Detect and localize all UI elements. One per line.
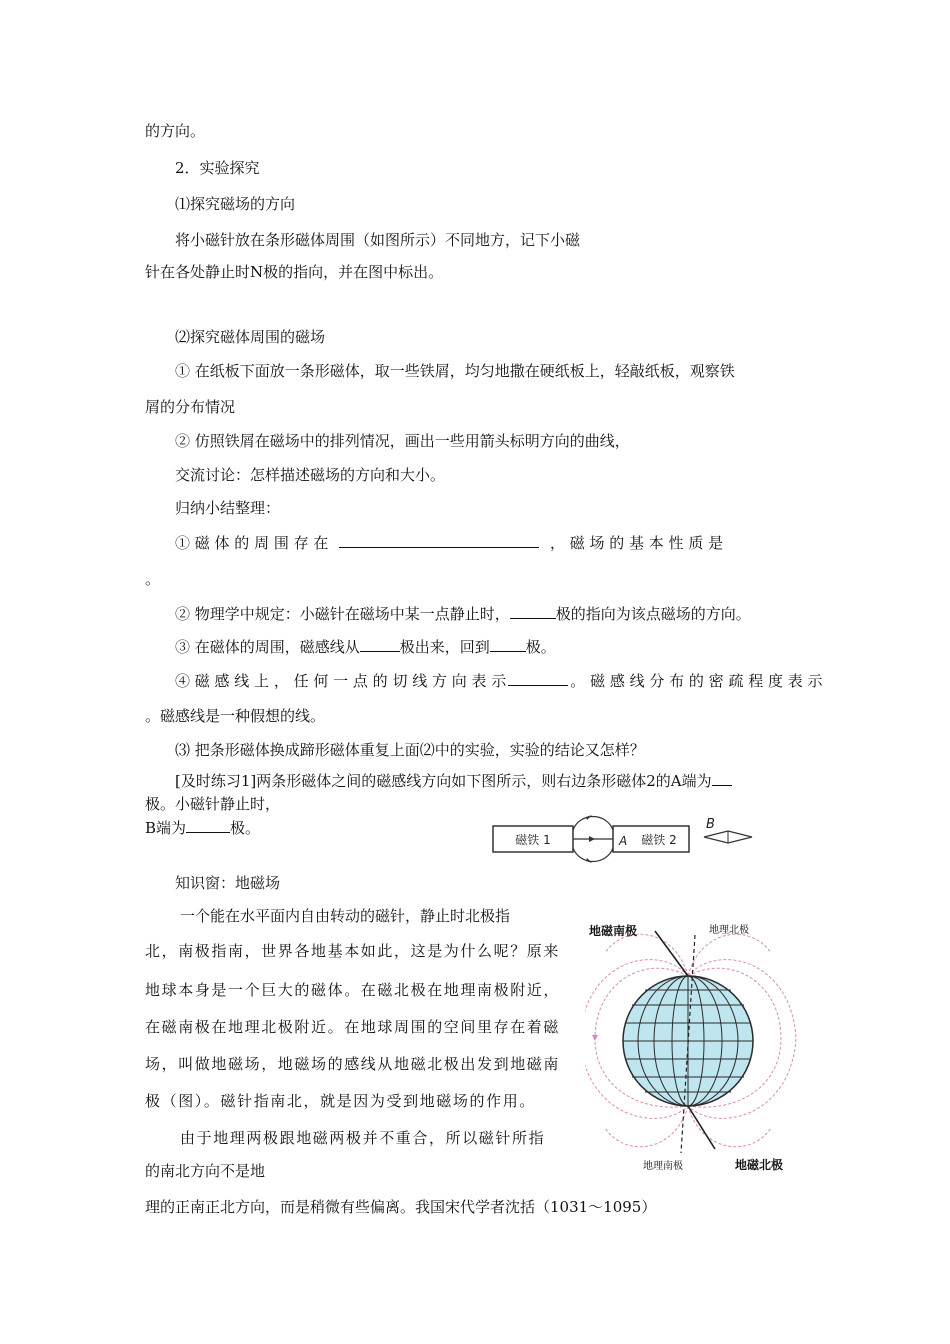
text-line: 极（图）。磁针指南北，就是因为受到地磁场的作用。 [145, 1092, 536, 1110]
text-segment: B端为 [145, 819, 187, 837]
subsection-heading: ⑴探究磁场的方向 [175, 195, 296, 213]
text-line: 将小磁针放在条形磁体周围（如图所示）不同地方，记下小磁 [175, 231, 581, 249]
field-line-bottom [573, 848, 613, 862]
answer-blank [508, 671, 568, 686]
magnetic-axis [655, 931, 688, 976]
text-segment: ① 磁 体 的 周 围 存 在 [175, 534, 329, 552]
magnetic-axis-lower [688, 1106, 715, 1149]
text-line: 极。小磁针静止时， [145, 795, 281, 813]
text-line: 由于地理两极跟地磁两极并不重合，所以磁针所指 [180, 1129, 546, 1147]
section-heading: 2．实验探究 [175, 159, 260, 177]
answer-blank [490, 637, 526, 652]
text-segment: 极。 [525, 638, 556, 656]
label-magnetic-south-pole: 地磁南极 [589, 924, 638, 938]
fill-in-line [145, 818, 260, 838]
fill-in-line [175, 604, 751, 624]
text-segment: ③ 在磁体的周围，磁感线从 [175, 638, 360, 656]
text-segment: 。 磁 感 线 分 布 的 密 疏 程 度 表 示 [570, 672, 823, 690]
answer-blank [186, 818, 230, 833]
text-segment: 极。 [230, 819, 261, 837]
text-line: 的南北方向不是地 [145, 1162, 266, 1180]
fill-in-line [175, 671, 823, 691]
answer-blank [510, 604, 556, 619]
earth-magnetic-field-figure [585, 913, 805, 1178]
text-segment: ② 物理学中规定：小磁针在磁场中某一点静止时， [175, 605, 510, 623]
arrow-icon [586, 815, 592, 820]
text-segment: 一个能在水平面内自由转动的磁针，静止时北极指 [180, 907, 511, 925]
text-line: 屑的分布情况 [145, 398, 236, 416]
text-line: 在磁南极在地理北极附近。在地球周围的空间里存在着磁 [145, 1018, 561, 1036]
text-line: 北，南极指南，世界各地基本如此，这是为什么呢？原来 [145, 942, 561, 960]
text-line: 归纳小结整理： [175, 499, 281, 517]
text-line: ① 在纸板下面放一条形磁体，取一些铁屑，均匀地撒在硬纸板上，轻敲纸板，观察铁 [175, 362, 735, 380]
text-line: 理的正南正北方向，而是稍微有些偏离。我国宋代学者沈括（1031～1095） [145, 1198, 657, 1216]
label-geographic-south-pole: 地理南极 [643, 1161, 683, 1172]
text-line: ② 仿照铁屑在磁场中的排列情况，画出一些用箭头标明方向的曲线， [175, 432, 630, 450]
subsection-heading: ⑵探究磁体周围的磁场 [175, 328, 326, 346]
text-segment: ， 磁 场 的 基 本 性 质 是 [549, 534, 724, 552]
magnet-2-label: 磁铁 2 [641, 833, 677, 847]
section-heading: 知识窗：地磁场 [175, 874, 281, 892]
fill-in-line [175, 533, 723, 553]
label-geographic-north-pole: 地理北极 [709, 925, 749, 936]
arrow-icon [586, 858, 592, 863]
text-segment: [及时练习1]两条形磁体之间的磁感线方向如下图所示，则右边条形磁体2的A端为 [175, 772, 712, 790]
field-line-top [573, 817, 613, 831]
text-line: 针在各处静止时N极的指向，并在图中标出。 [145, 263, 444, 281]
answer-blank [360, 637, 400, 652]
fill-in-line [175, 637, 556, 657]
arrow-icon [589, 836, 595, 842]
exercise-line [175, 771, 732, 791]
text-line: 场，叫做地磁场，地磁场的感线从地磁北极出发到地磁南 [145, 1055, 561, 1073]
answer-blank [712, 771, 732, 786]
text-line: 。 [145, 570, 161, 588]
magnet-1-label: 磁铁 1 [515, 833, 551, 847]
text-line: 。磁感线是一种假想的线。 [145, 707, 326, 725]
text-line: 交流讨论：怎样描述磁场的方向和大小。 [175, 466, 446, 484]
text-line: ⑶ 把条形磁体换成蹄形磁体重复上面⑵中的实验，实验的结论又怎样？ [175, 741, 645, 759]
text-segment: 极的指向为该点磁场的方向。 [555, 605, 751, 623]
text-line [180, 906, 578, 926]
text-line: 的方向。 [145, 122, 206, 140]
text-line: 地球本身是一个巨大的磁体。在磁北极在地理南极附近， [145, 981, 561, 999]
end-b-label: B [706, 817, 715, 832]
text-segment: 极出来，回到 [399, 638, 490, 656]
end-a-label: A [619, 834, 628, 848]
label-magnetic-north-pole: 地磁北极 [735, 1158, 784, 1172]
text-segment: ④ 磁 感 线 上 ， 任 何 一 点 的 切 线 方 向 表 示 [175, 672, 507, 690]
answer-blank [339, 533, 539, 548]
magnets-figure [490, 808, 770, 868]
